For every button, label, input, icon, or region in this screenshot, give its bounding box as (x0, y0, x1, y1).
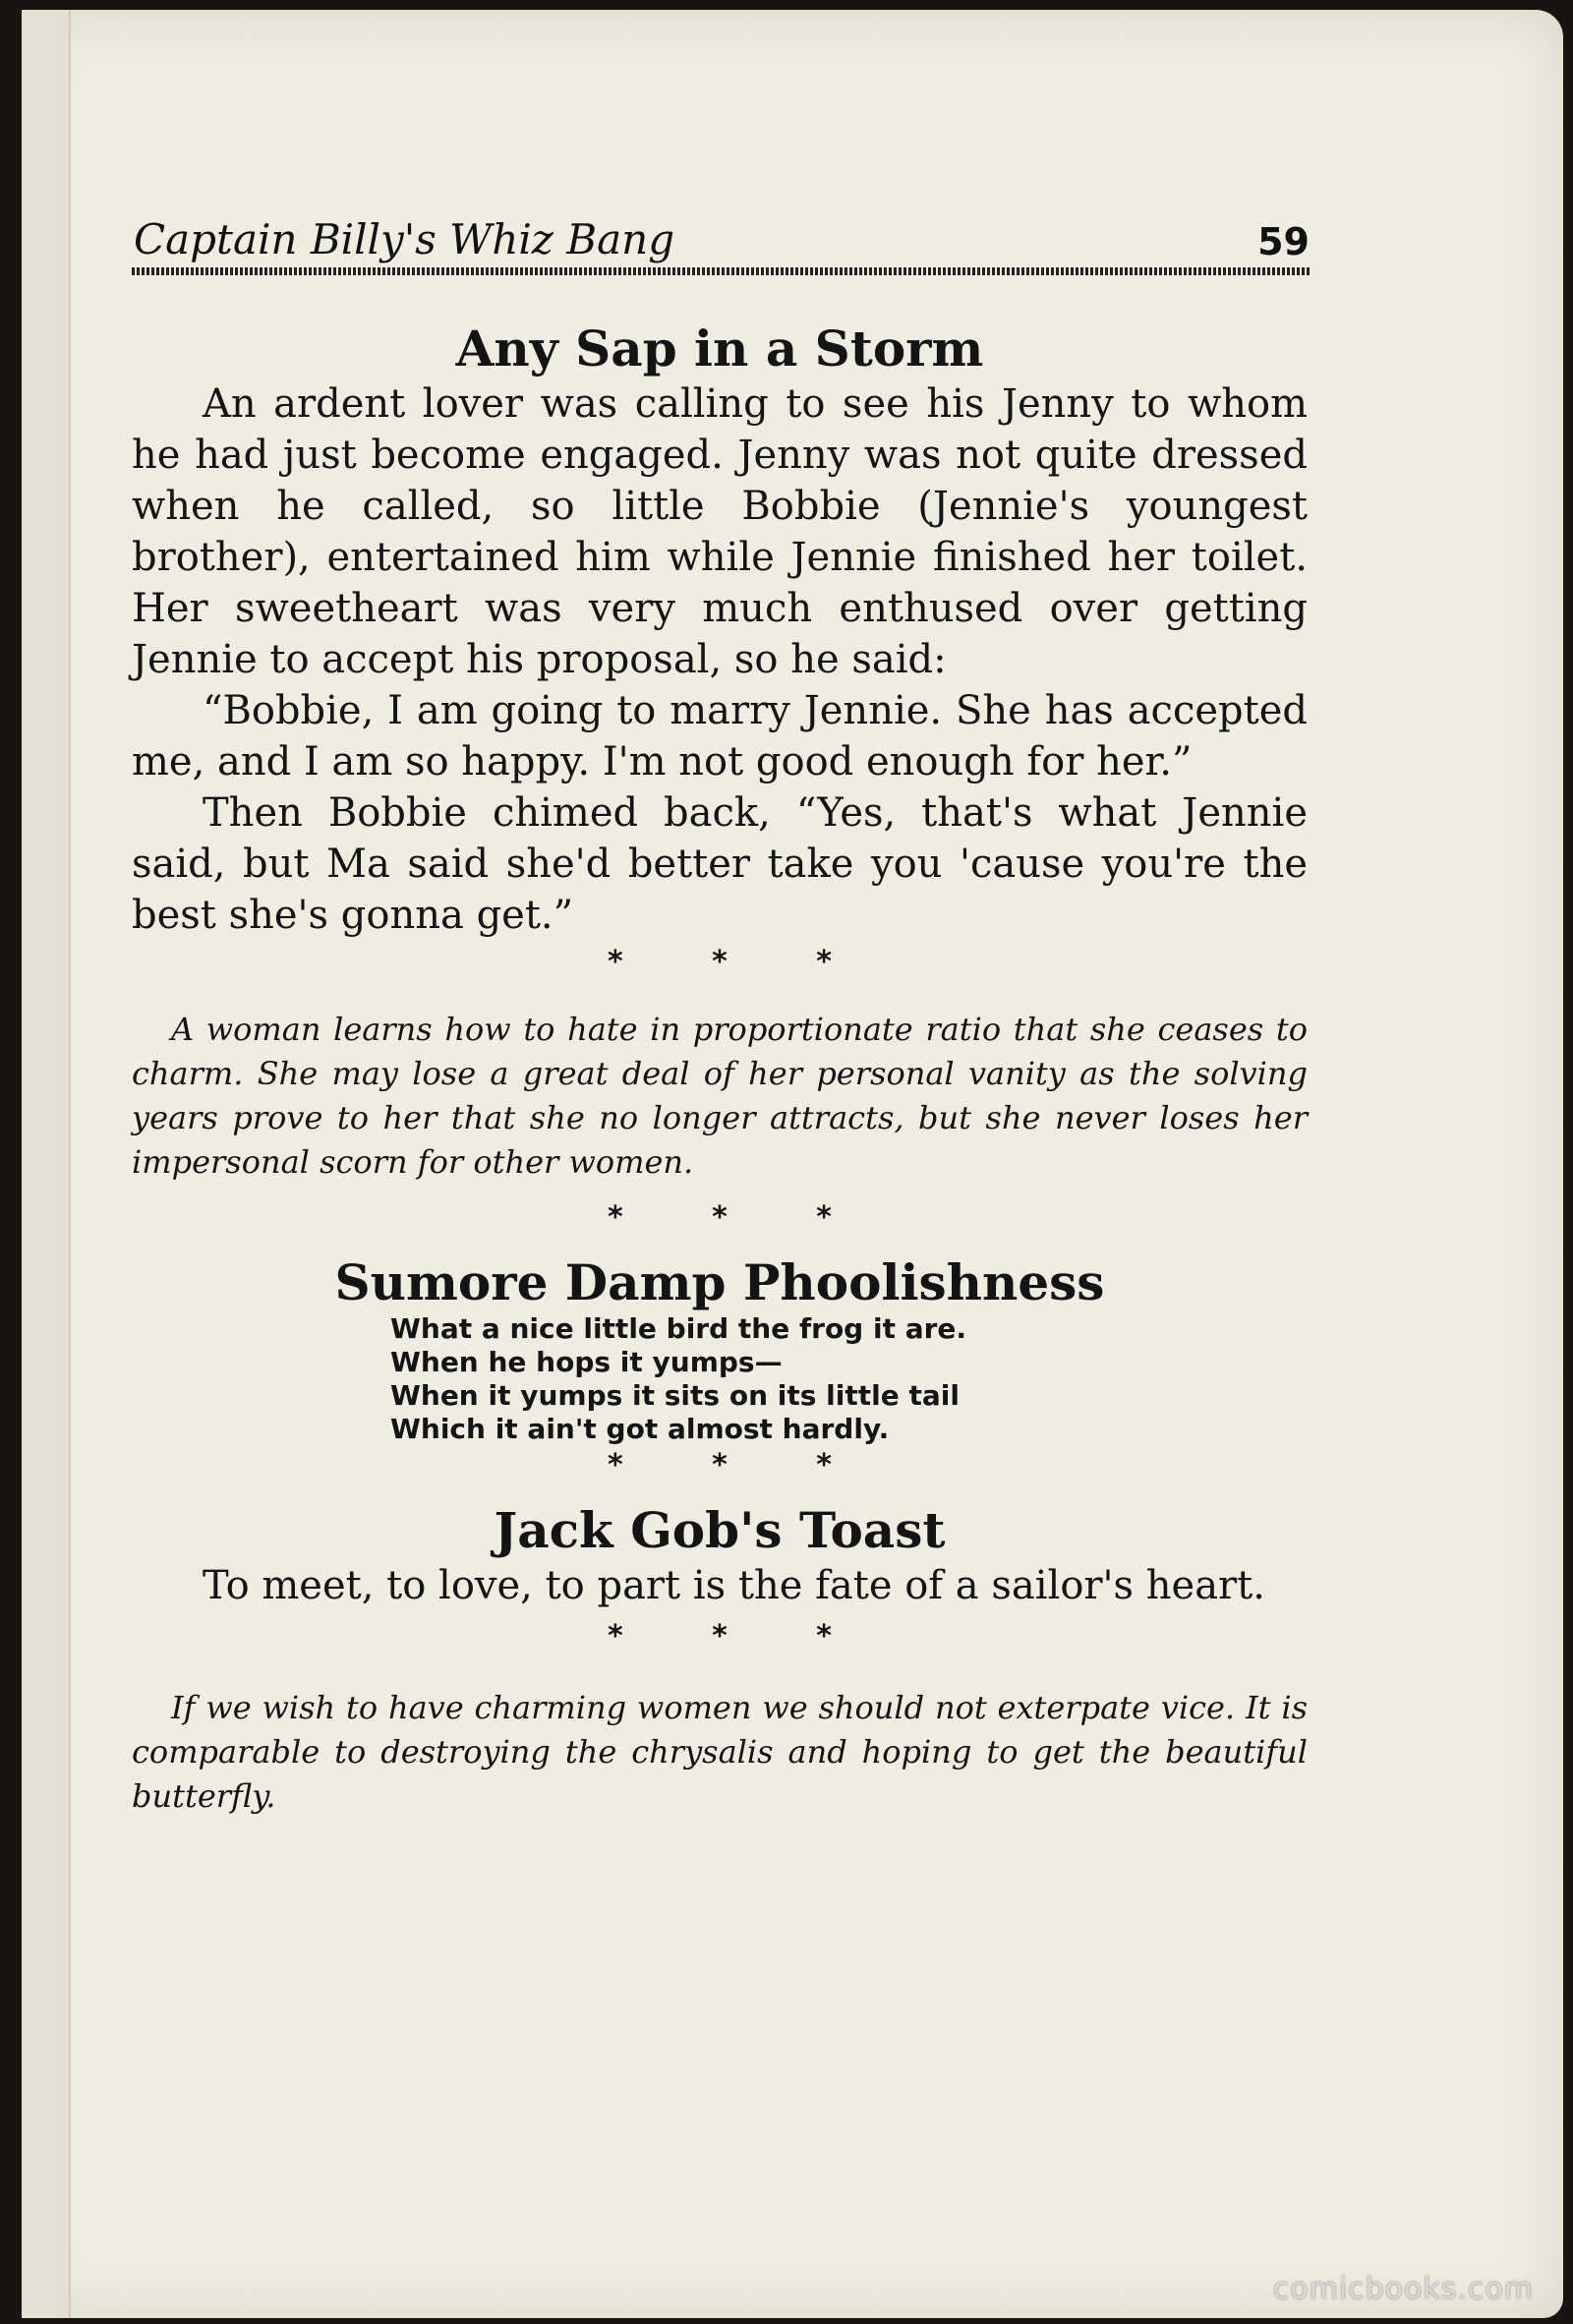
watermark: comicbooks.com (1272, 2272, 1534, 2306)
running-title: Captain Billy's Whiz Bang (134, 215, 675, 263)
page-gutter (22, 10, 71, 2318)
article-title-sumore: Sumore Damp Phoolishness (334, 1253, 1105, 1311)
article-paragraph: “Bobbie, I am going to marry Jennie. She has accepted me, and I am so happy. I'm not good enough for her.” (132, 688, 1308, 784)
italic-note: If we wish to have charming women we should not exterpate vice. It is comparable to destroying the chrysalis and hoping to get the beautiful butterfly. (132, 1689, 1308, 1815)
article-paragraph: Then Bobbie chimed back, “Yes, that's what Jennie said, but Ma said she'd better take you 'cause you're the best she's gonna get.” (132, 790, 1308, 938)
verse (292, 1312, 1147, 1446)
article-paragraph: To meet, to love, to part is the fate of a sailor's heart. (203, 1563, 1265, 1608)
verse-line: When it yumps it sits on its little tail (390, 1379, 960, 1412)
section-separator: * * * (608, 945, 871, 979)
running-header (110, 206, 1310, 275)
verse-line: Which it ain't got almost hardly. (390, 1413, 890, 1445)
page-number: 59 (1257, 220, 1310, 263)
article-paragraph: An ardent lover was calling to see his Jenny to whom he had just become engaged. Jenny was not quite dressed when he called, so little Bobbie (Jennie's youngest brother), entertained him while Jennie finished her toilet. Her sweetheart was very much enthused over getting Jennie to accept his proposal, so he said: (132, 381, 1308, 682)
section-separator: * * * (608, 1448, 871, 1482)
header-rule (132, 267, 1310, 275)
page-content (132, 320, 1308, 1819)
article-title-any-sap: Any Sap in a Storm (455, 320, 984, 378)
section-separator: * * * (608, 1619, 871, 1654)
italic-note: A woman learns how to hate in proportionate ratio that she ceases to charm. She may lose a great deal of her personal vanity as the solving years prove to her that she no longer attracts, but she never loses her impersonal scorn for other women. (132, 1011, 1308, 1181)
verse-line: When he hops it yumps— (390, 1346, 783, 1378)
article-title-jack-gob: Jack Gob's Toast (494, 1501, 946, 1559)
section-separator: * * * (608, 1200, 871, 1235)
verse-line: What a nice little bird the frog it are. (390, 1312, 967, 1345)
